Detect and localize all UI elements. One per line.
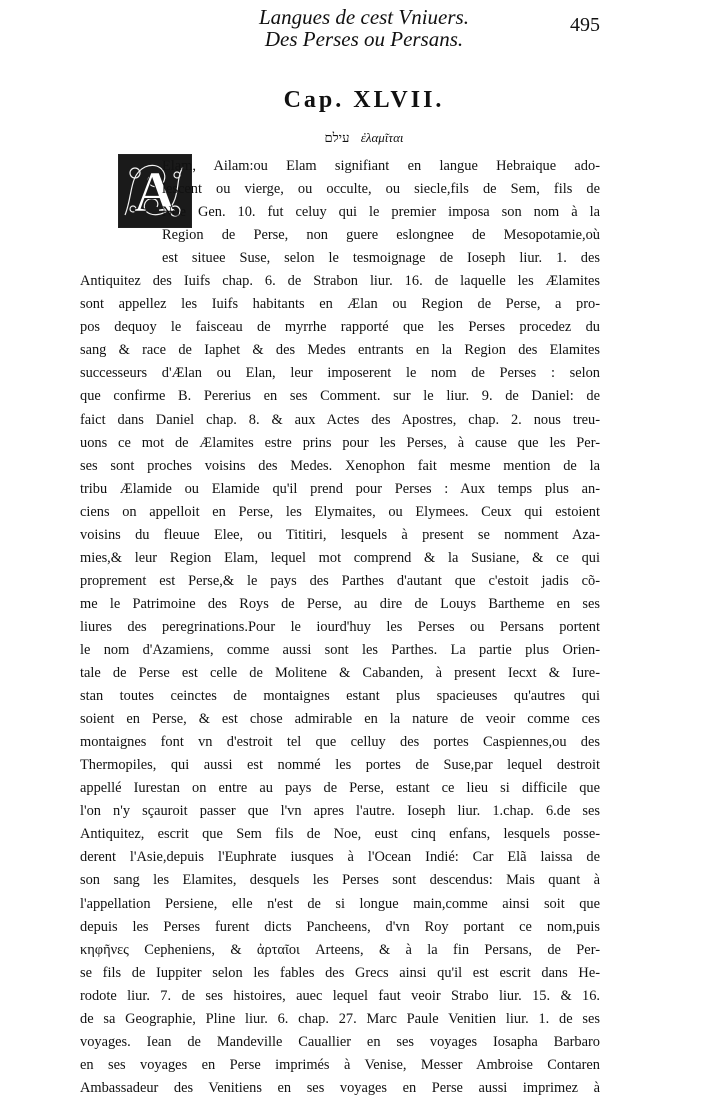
svg-text:A: A [134,159,176,224]
text-line: ciens on appelloit en Perse, les Elymaites, ou Elymees. Ceux qui estoient [80,503,600,520]
text-line: l'on n'y sçauroit passer que l'vn apres l'autre. Ioseph liur. 1.chap. 6.de ses [80,803,600,820]
text-line: Noe Gen. 10. fut celuy qui le premier imposa son nom à la [162,204,600,221]
text-line: est situee Suse, selon le tesmoignage de Ioseph liur. 1. des [162,250,600,267]
text-line: montaignes font vn d'estroit tel que celluy des portes Caspiennes,ou des [80,734,600,751]
text-line: rodote liur. 7. de ses histoires, auec lequel faut veoir Strabo liur. 15. & 16. [80,987,600,1004]
text-line: uons ce mot de Ælamites estre prins pour les Perses, à cause que les Per- [80,434,600,451]
text-line: sont appellez les Iuifs habitants en Ælan ou Region de Perse, a pro- [80,296,600,313]
running-header-line-1: Langues de cest Vniuers. [259,5,469,29]
text-line: de sa Geographie, Pline liur. 6. chap. 27. Marc Paule Venitien liur. 1. de ses [80,1010,600,1027]
text-line: liures des peregrinations.Pour le iourd'huy les Perses ou Persans portent [80,618,600,635]
text-line: que confirme B. Pererius en ses Comment. sur le liur. 9. de Daniel: de [80,388,600,405]
text-line: me le Patrimoine des Roys de Perse, au dire de Louys Bartheme en ses [80,595,600,612]
text-line: Antiquitez des Iuifs chap. 6. de Strabon liur. 16. de laquelle les Ælamites [80,273,600,290]
text-line: κηφῆνες Cepheniens, & ἀρταῖοι Arteens, & à la fin Persans, de Per- [80,941,600,958]
text-line: tale de Perse est celle de Molitene & Cabanden, à present Iecxt & Iure- [80,665,600,682]
text-line: successeurs d'Ælan ou Elan, leur imposerent le nom de Perses : selon [80,365,600,382]
text-line: Region de Perse, non guere eslongnee de Mesopotamie,où [162,227,600,244]
text-line: Antiquitez, escrit que Sem fils de Noe, eust cinq enfans, lesquels posse- [80,826,600,843]
text-line: voisins du fleuue Elee, ou Tititiri, lesquels à present se nomment Aza- [80,526,600,543]
text-line: appellé Iurestan on entre au pays de Perse, estant ce lieu si difficile que [80,780,600,797]
text-line: mies,& leur Region Elam, lequel mot comprend & la Susiane, & ce qui [80,549,600,566]
text-line: Thermopiles, qui aussi est nommé les portes de Suse,par lequel destroit [80,757,600,774]
running-header-line-2: Des Perses ou Persans. [264,27,464,51]
epigraph-hebrew: עילם [324,130,350,145]
text-line: se fils de Iuppiter selon les fables des Grecs ainsi qu'il est escrit dans He- [80,964,600,981]
epigraph-greek: ἐλαμῖται [360,130,404,145]
text-line: ses sont proches voisins des Medes. Xenophon fait mesme mention de la [80,457,600,474]
text-line: stan toutes ceinctes de montaignes estant plus spacieuses qu'autres qui [80,688,600,705]
text-line: en ses voyages en Perse imprimés à Venise, Messer Ambroise Contaren [80,1056,600,1073]
body-text [80,155,600,1100]
text-line: le nom d'Azamiens, comme aussi sont les Parthes. La partie plus Orien- [80,641,600,658]
text-line: voyages. Iean de Mandeville Cauallier en ses voyages Iosapha Barbaro [80,1033,600,1050]
text-line: son sang les Elamites, desquels les Perses sont descendus: Mais quant à [80,872,600,889]
text-line: l'appellation Persiene, elle n'est de si longue main,comme ainsi soit que [80,895,600,912]
text-line: Elam, Ailam:ou Elam signifiant en langue Hebraique ado- [162,158,600,174]
text-line: pos dequoy le faisceau de myrrhe rapporté que les Perses procedez du [80,319,600,336]
text-line: sang & race de Iaphet & des Medes entrants en la Region des Elamites [80,342,600,359]
page-number: 495 [570,14,600,36]
running-header [0,6,728,50]
epigraph [0,130,728,146]
text-line: soient en Perse, & est chose admirable en la nature de veoir comme ces [80,711,600,728]
text-line: tribu Ælamide ou Elamide qu'il prend pour Perses : Aux temps plus an- [80,480,600,497]
chapter-title: Cap. XLVII. [283,87,445,113]
text-line: depuis les Perses furent dicts Pancheens, d'vn Roy portant ce nom,puis [80,918,600,935]
text-line: proprement est Perse,& le pays des Parthes d'autant que c'estoit jadis cõ- [80,572,600,589]
text-line: faict dans Daniel chap. 8. & aux Actes des Apostres, chap. 2. nous treu- [80,411,600,428]
text-line: derent l'Asie,depuis l'Euphrate iusques à l'Ocean Indié: Car Elã laissa de [80,849,600,866]
text-line: Ambassadeur des Venitiens en ses voyages en Perse aussi imprimez à [80,1079,600,1096]
text-line: lescent ou vierge, ou occulte, ou siecle,fils de Sem, fils de [162,181,600,198]
